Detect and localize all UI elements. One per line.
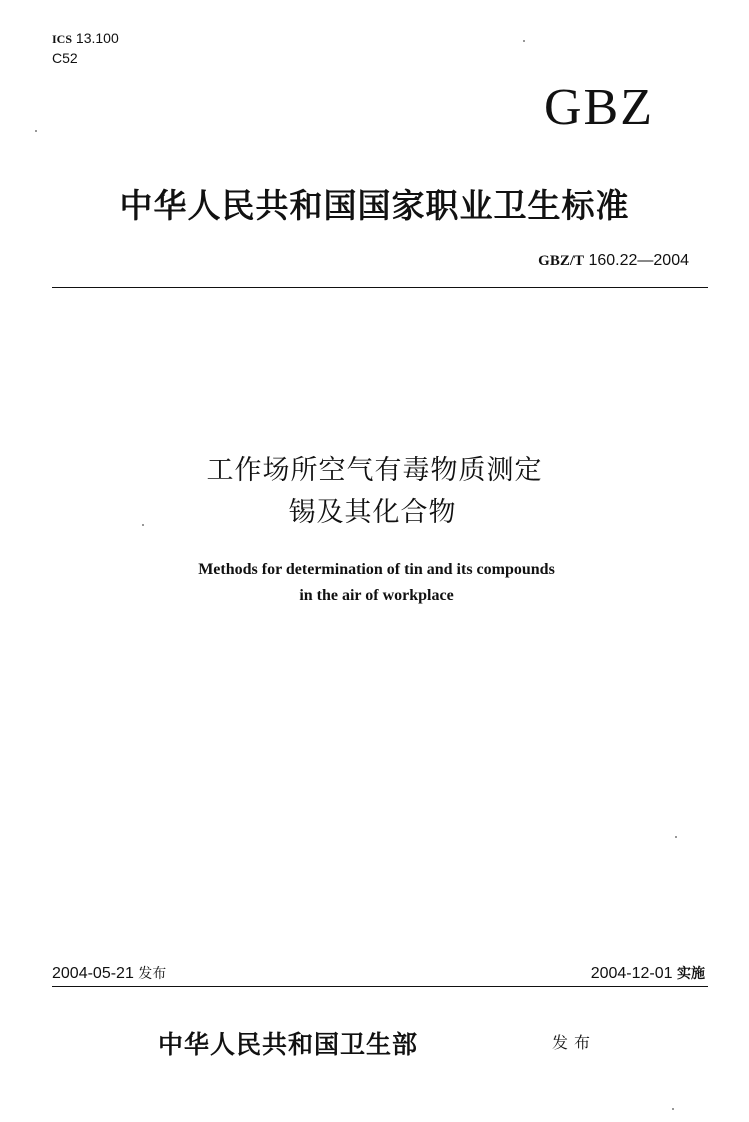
- bottom-divider: [52, 986, 708, 987]
- ccs-classification: C52: [52, 50, 78, 66]
- implement-label: 实施: [677, 966, 705, 982]
- standard-type-heading: 中华人民共和国国家职业卫生标准: [119, 186, 630, 225]
- scan-speck: [672, 1108, 674, 1110]
- title-en-line2: in the air of workplace: [299, 587, 454, 604]
- implement-date: 2004-12-01: [590, 965, 673, 982]
- scan-speck: [142, 524, 144, 526]
- gbz-logo: GBZ: [544, 79, 654, 136]
- standard-number-prefix: GBZ/T: [538, 253, 585, 269]
- publisher-name: 中华人民共和国卫生部: [158, 1030, 419, 1059]
- scan-speck: [35, 130, 37, 132]
- issue-date: 2004-05-21: [52, 965, 134, 982]
- ics-code: 13.100: [75, 30, 119, 46]
- standard-number-code: 160.22—2004: [588, 252, 689, 269]
- implement-date-block: [591, 963, 705, 983]
- scan-speck: [675, 836, 677, 838]
- standard-number: [538, 252, 689, 270]
- publisher-label: 发布: [552, 1033, 597, 1052]
- title-en-line1: Methods for determination of tin and its compounds: [198, 561, 555, 578]
- title-cn-line2: 锡及其化合物: [288, 497, 457, 528]
- issue-label: 发布: [138, 966, 167, 982]
- issue-date-block: [52, 963, 166, 983]
- ics-prefix: ICS: [52, 32, 73, 46]
- ics-classification: [52, 30, 119, 47]
- top-divider: [52, 287, 708, 288]
- title-cn-line1: 工作场所空气有毒物质测定: [206, 455, 543, 486]
- scan-speck: [523, 40, 525, 42]
